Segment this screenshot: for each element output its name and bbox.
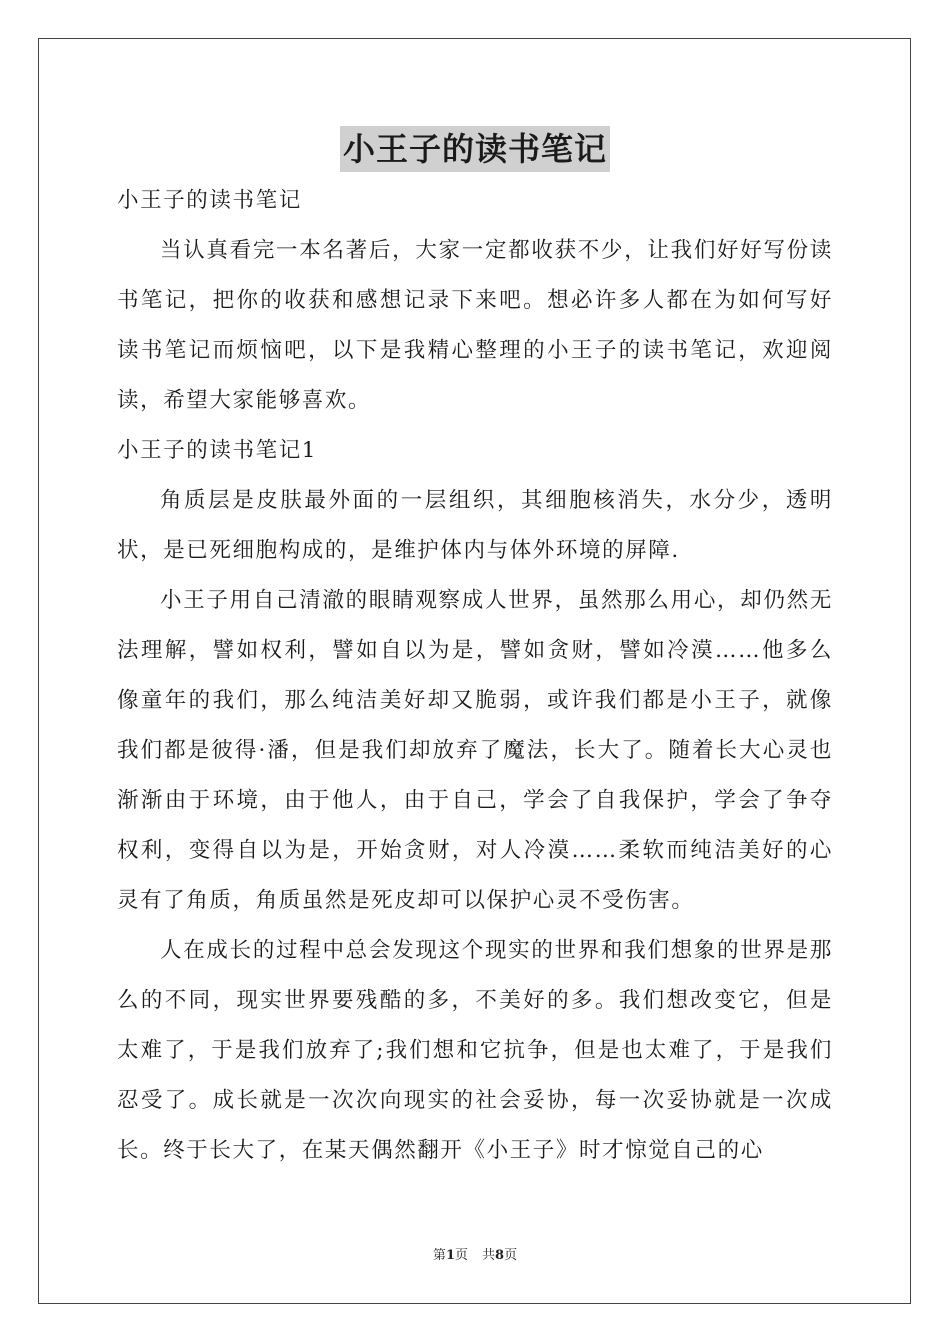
body-paragraph: 人在成长的过程中总会发现这个现实的世界和我们想象的世界是那么的不同，现实世界要残酷的多，不美好的多。我们想改变它，但是太难了，于是我们放弃了;我们想和它抗争，但是也太难了，于是我们忍受了。成长就是一次次向现实的社会妥协，每一次妥协就是一次成长。终于长大了，在某天偶然翻开《小王子》时才惊觉自己的心 xyxy=(117,938,833,1163)
intro-paragraph: 当认真看完一本名著后，大家一定都收获不少，让我们好好写份读书笔记，把你的收获和感想记录下来吧。想必许多人都在为如何写好读书笔记而烦恼吧，以下是我精心整理的小王子的读书笔记，欢迎阅读，希望大家能够喜欢。 xyxy=(117,238,833,413)
total-suffix: 页 xyxy=(504,1248,518,1263)
total-pages: 8 xyxy=(495,1248,505,1263)
section-heading: 小王子的读书笔记1 xyxy=(117,438,318,463)
document-body xyxy=(117,176,833,1176)
title-container xyxy=(0,126,950,172)
body-paragraph: 角质层是皮肤最外面的一层组织，其细胞核消失，水分少，透明状，是已死细胞构成的，是维护体内与体外环境的屏障. xyxy=(117,488,833,563)
page-suffix: 页 xyxy=(454,1248,468,1263)
subtitle-heading: 小王子的读书笔记 xyxy=(117,188,302,213)
page-prefix: 第 xyxy=(432,1248,446,1263)
document-title: 小王子的读书笔记 xyxy=(340,126,610,172)
total-prefix: 共 xyxy=(482,1248,496,1263)
page-number: 1 xyxy=(445,1248,455,1263)
body-paragraph: 小王子用自己清澈的眼睛观察成人世界，虽然那么用心，却仍然无法理解，譬如权利，譬如自以为是，譬如贪财，譬如冷漠……他多么像童年的我们，那么纯洁美好却又脆弱，或许我们都是小王子，就像我们都是彼得·潘，但是我们却放弃了魔法，长大了。随着长大心灵也渐渐由于环境，由于他人，由于自己，学会了自我保护，学会了争夺权利，变得自以为是，开始贪财，对人冷漠……柔软而纯洁美好的心灵有了角质，角质虽然是死皮却可以保护心灵不受伤害。 xyxy=(117,588,833,913)
page-footer xyxy=(0,1244,950,1263)
